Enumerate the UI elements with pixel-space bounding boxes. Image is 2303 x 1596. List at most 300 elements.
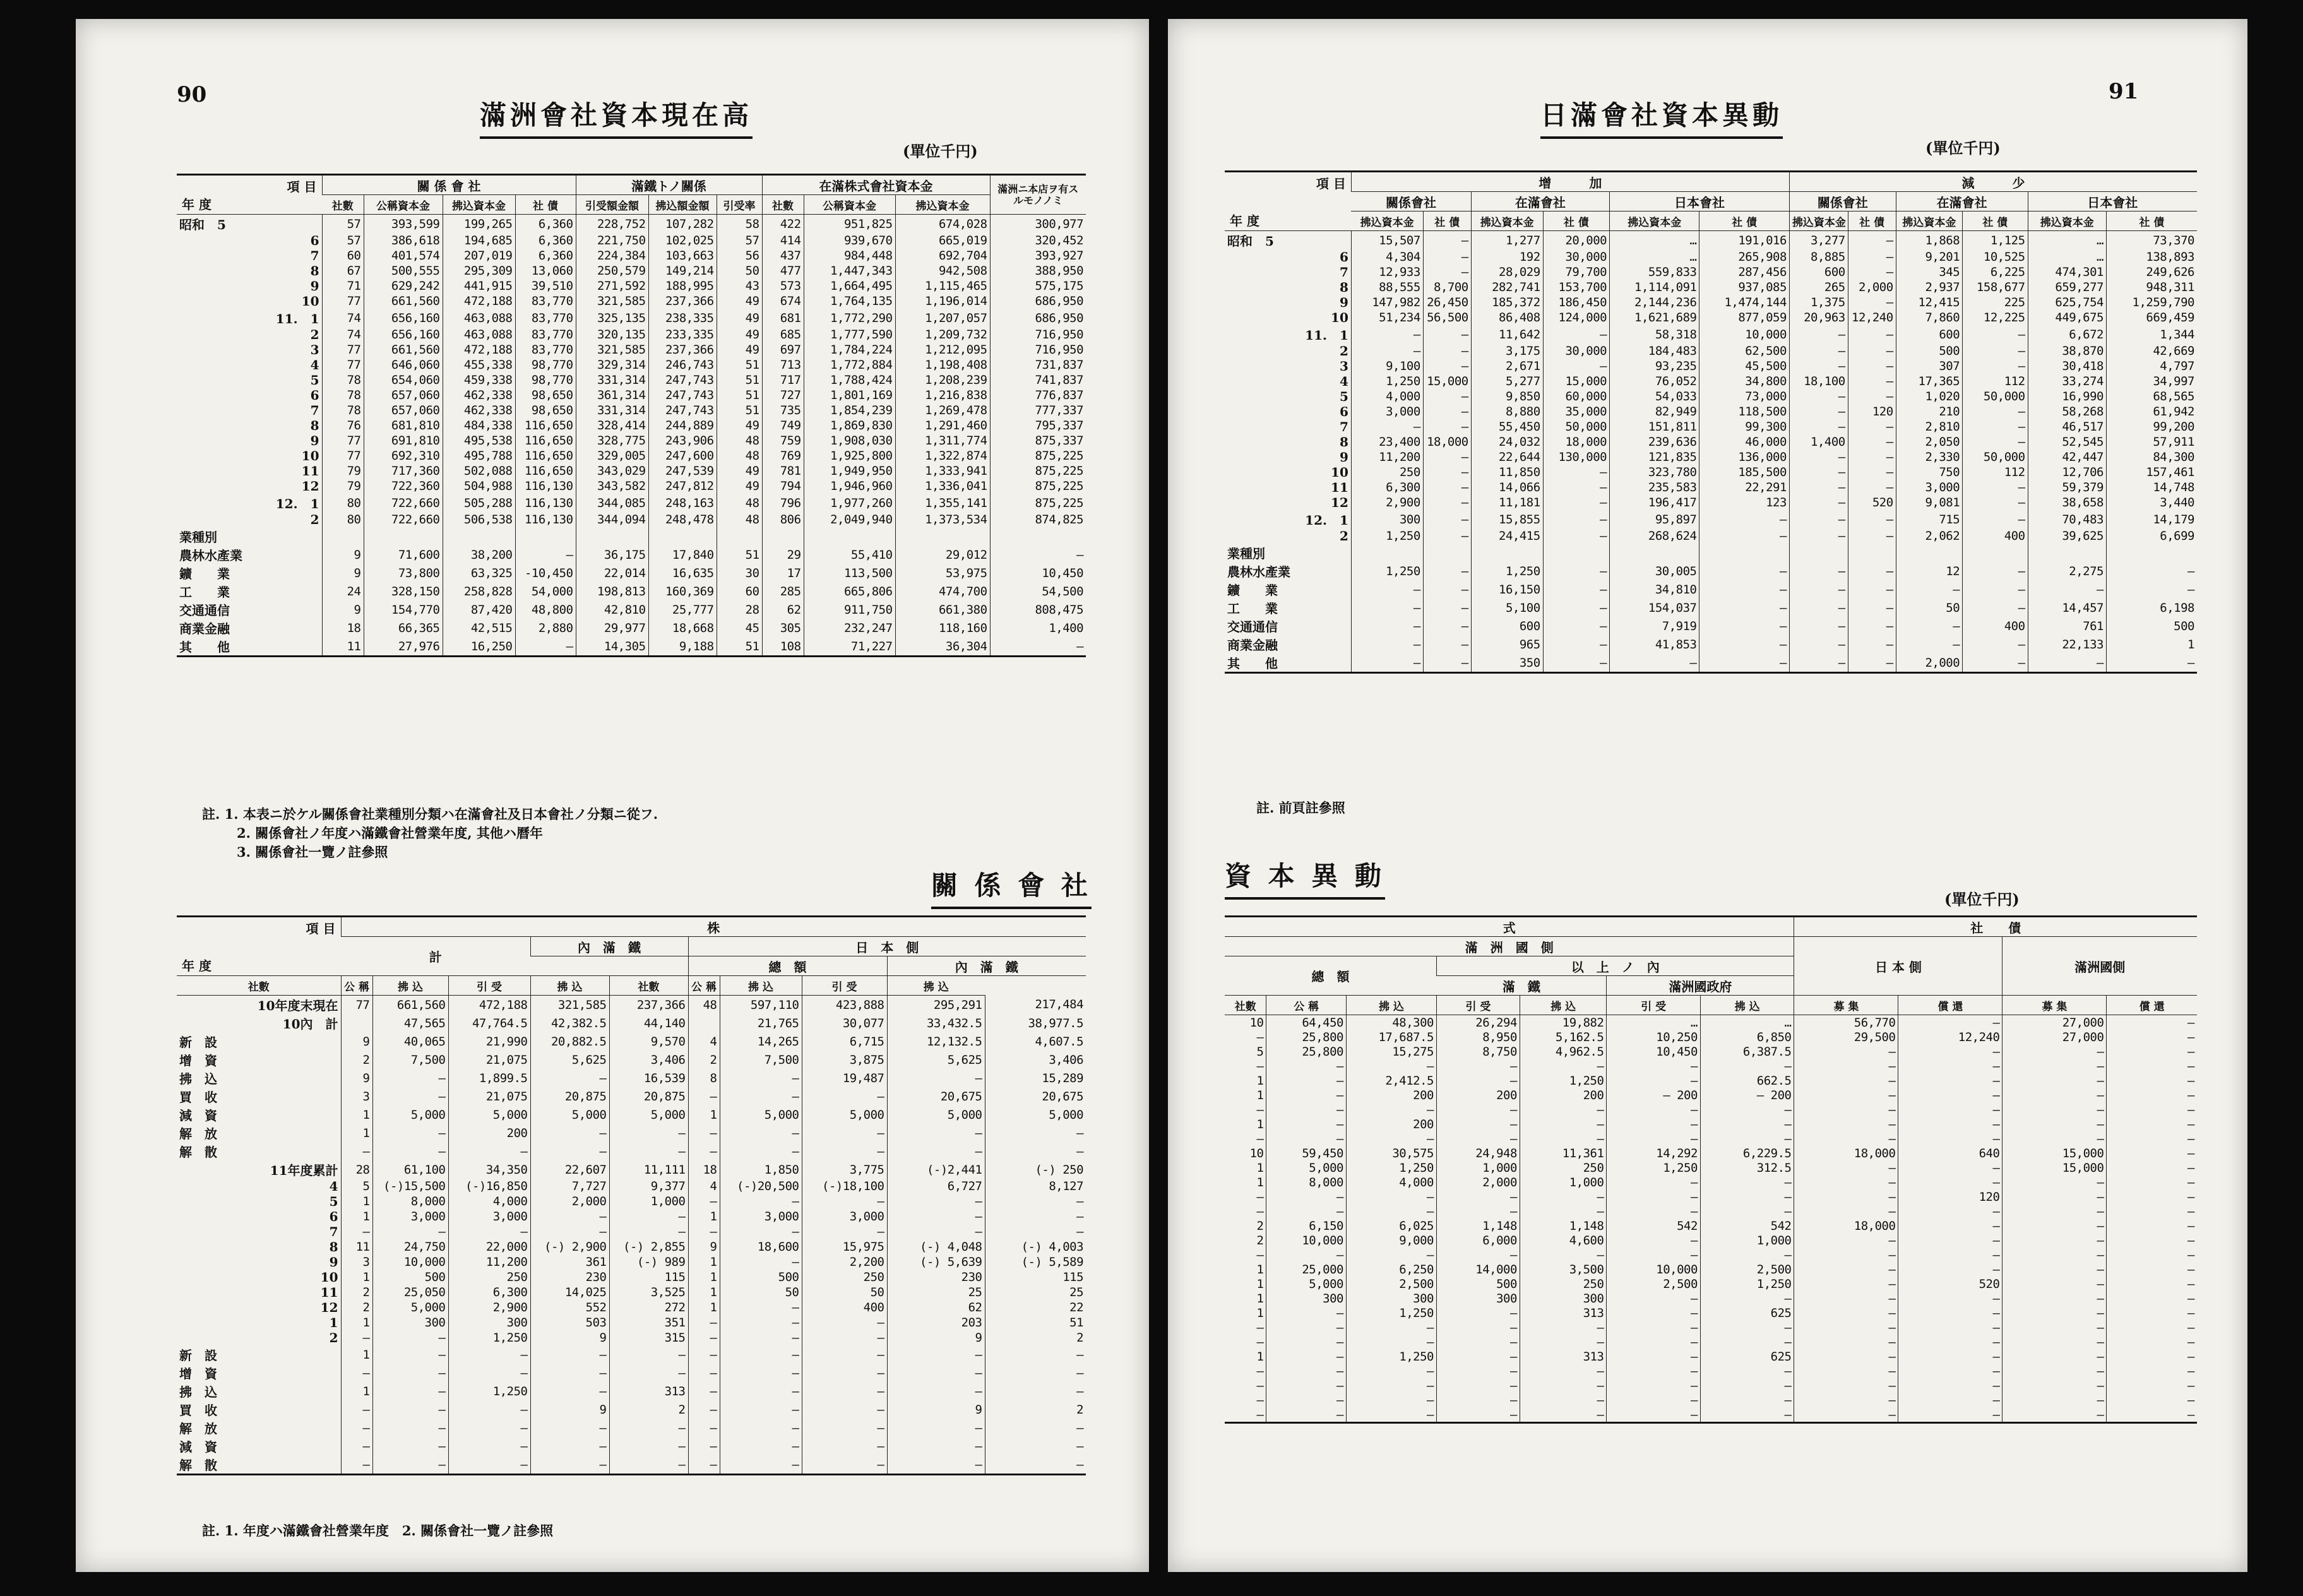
table-cell: 313 bbox=[609, 1382, 688, 1400]
table-cell: 640 bbox=[1898, 1146, 2002, 1160]
table-cell: — bbox=[530, 1455, 609, 1475]
table-cell: 477 bbox=[762, 263, 804, 278]
table-cell: — bbox=[1700, 1364, 1794, 1378]
column-header: 拂 込 bbox=[1700, 996, 1794, 1015]
table-cell: — bbox=[530, 1069, 609, 1087]
table-cell: 665,806 bbox=[804, 582, 895, 600]
table-cell: (-) 989 bbox=[609, 1254, 688, 1270]
subgroup-header: 以 上 ノ 內 bbox=[1436, 956, 1794, 976]
table-cell: 984,448 bbox=[804, 248, 895, 263]
table-cell: 2,330 bbox=[1896, 450, 1962, 465]
table-cell: 38,658 bbox=[2028, 495, 2106, 510]
table-cell: 1,148 bbox=[1520, 1218, 1606, 1233]
table-cell: — bbox=[1898, 1117, 2002, 1131]
table-cell: — bbox=[1520, 1320, 1606, 1335]
table-cell: — bbox=[530, 1345, 609, 1364]
header-item-year bbox=[177, 917, 341, 976]
table-cell: — bbox=[1266, 1335, 1346, 1349]
table-cell: — bbox=[1266, 1248, 1346, 1262]
table-cell: 1,208,239 bbox=[895, 372, 990, 388]
table-cell: 542 bbox=[1700, 1218, 1794, 1233]
table-cell: 1,250 bbox=[1346, 1349, 1436, 1364]
table-cell: 15,975 bbox=[802, 1239, 887, 1254]
table-cell: 1,925,800 bbox=[804, 448, 895, 463]
table-cell: 315 bbox=[609, 1330, 688, 1345]
table-cell: 29,977 bbox=[576, 619, 648, 637]
table-cell: 12,240 bbox=[1848, 310, 1896, 325]
table-cell: 233,335 bbox=[648, 327, 717, 342]
table-row bbox=[1225, 343, 2197, 359]
table-cell: — bbox=[1794, 1248, 1898, 1262]
table-row bbox=[177, 1285, 1086, 1300]
table-cell: — bbox=[2002, 1393, 2107, 1407]
table-row bbox=[1225, 1291, 2197, 1306]
row-label: 5 bbox=[1339, 389, 1348, 404]
table-cell: 35,000 bbox=[1543, 404, 1609, 419]
table-cell: 8,880 bbox=[1471, 404, 1543, 419]
table-cell: — bbox=[1848, 325, 1896, 343]
table-row bbox=[177, 1087, 1086, 1105]
table-cell: — bbox=[609, 1224, 688, 1239]
table-row bbox=[1225, 562, 2197, 580]
table-cell: 717 bbox=[762, 372, 804, 388]
table-cell: — bbox=[1266, 1131, 1346, 1146]
table-cell: 116,130 bbox=[515, 494, 576, 512]
subgroup-header: 滿 鐵 bbox=[1436, 976, 1606, 996]
table-cell: — bbox=[1607, 1335, 1700, 1349]
table-cell: 1 bbox=[688, 1270, 720, 1285]
row-label: 工 業 bbox=[179, 585, 230, 600]
table-cell: 1 bbox=[688, 1254, 720, 1270]
table-cell: 495,788 bbox=[443, 448, 515, 463]
table-cell: — bbox=[609, 1364, 688, 1382]
right-page bbox=[1168, 19, 2247, 1572]
table-cell: 1 bbox=[341, 1209, 372, 1224]
table-cell: 200 bbox=[1436, 1088, 1520, 1102]
table-cell: 325,135 bbox=[576, 309, 648, 327]
table-cell: 130,000 bbox=[1543, 450, 1609, 465]
subgroup-header: 總 額 bbox=[688, 956, 887, 976]
table-cell: 83,770 bbox=[515, 327, 576, 342]
table-cell: 1 bbox=[1256, 1277, 1264, 1291]
table-cell: 50,000 bbox=[1963, 389, 2028, 404]
table-row bbox=[177, 1364, 1086, 1382]
table-cell: 665,019 bbox=[895, 233, 990, 248]
page-number-right: 91 bbox=[2109, 79, 2139, 104]
table-row bbox=[1225, 325, 2197, 343]
table-cell: 53,975 bbox=[895, 564, 990, 582]
table-cell: 502,088 bbox=[443, 463, 515, 479]
table-cell: 51 bbox=[717, 388, 762, 403]
subgroup-header: 內 滿 鐵 bbox=[530, 937, 688, 956]
table-cell: 136,000 bbox=[1699, 450, 1789, 465]
table-cell: — bbox=[1789, 510, 1848, 528]
table-cell: 3,000 bbox=[448, 1209, 530, 1224]
table-cell: 312.5 bbox=[1700, 1160, 1794, 1175]
table-cell: — bbox=[1256, 1189, 1264, 1204]
table-cell: 154,770 bbox=[364, 600, 443, 619]
table-cell: 659,277 bbox=[2028, 280, 2106, 295]
column-header: 拂 込 bbox=[372, 976, 448, 996]
table-cell: — bbox=[1898, 1393, 2002, 1407]
table-cell: 79,700 bbox=[1543, 265, 1609, 280]
table-cell: — bbox=[2106, 580, 2197, 598]
table-cell: — bbox=[1607, 1407, 1700, 1423]
table-cell: — bbox=[1607, 1306, 1700, 1320]
column-header: 社 債 bbox=[1543, 211, 1609, 231]
table-cell: 455,338 bbox=[443, 357, 515, 372]
table-cell: — bbox=[1543, 528, 1609, 544]
column-header: 社 債 bbox=[1423, 211, 1471, 231]
row-label: 2 bbox=[310, 512, 319, 527]
table-cell: 124,000 bbox=[1543, 310, 1609, 325]
header-year: 年 度 bbox=[1230, 213, 1259, 229]
table-cell: 250 bbox=[1520, 1277, 1606, 1291]
table-cell: 80 bbox=[322, 494, 364, 512]
row-label: 8 bbox=[1339, 434, 1348, 450]
table-cell: 151,811 bbox=[1610, 419, 1699, 434]
table-cell: — bbox=[1963, 404, 2028, 419]
table-row bbox=[177, 1382, 1086, 1400]
table-cell: 4,000 bbox=[1351, 389, 1423, 404]
table-cell: — bbox=[609, 1209, 688, 1224]
table-cell: — bbox=[1266, 1349, 1346, 1364]
table-cell: 1,000 bbox=[1520, 1175, 1606, 1189]
table-cell: — bbox=[341, 1330, 372, 1345]
table-row bbox=[177, 1179, 1086, 1194]
table-row bbox=[1225, 280, 2197, 295]
row-label: 11. 1 bbox=[275, 311, 319, 326]
subgroup-header: 日本會社 bbox=[2028, 192, 2197, 211]
table-cell: 20,000 bbox=[1543, 231, 1609, 250]
table-cell: — bbox=[1256, 1248, 1264, 1262]
table-cell: 462,338 bbox=[443, 388, 515, 403]
table-cell: 54,000 bbox=[515, 582, 576, 600]
table-cell: — bbox=[2002, 1335, 2107, 1349]
table-cell: — bbox=[1700, 1059, 1794, 1073]
table-cell: 10,000 bbox=[1607, 1262, 1700, 1277]
column-header: 拂 込 bbox=[530, 976, 609, 996]
table-cell: — bbox=[448, 1364, 530, 1382]
table-cell: 2,412.5 bbox=[1346, 1073, 1436, 1088]
table-cell: 6,250 bbox=[1346, 1262, 1436, 1277]
table-cell: 48,800 bbox=[515, 600, 576, 619]
table-cell: (-) 2,900 bbox=[530, 1239, 609, 1254]
table-row bbox=[177, 1239, 1086, 1254]
table-row bbox=[177, 512, 1086, 527]
table-cell: 13,060 bbox=[515, 263, 576, 278]
row-label: 減 資 bbox=[179, 1108, 217, 1123]
table-cell: — bbox=[1848, 249, 1896, 265]
table-cell: 7,500 bbox=[372, 1051, 448, 1069]
table-cell: 361 bbox=[530, 1254, 609, 1270]
table-cell: — bbox=[372, 1124, 448, 1142]
table-cell: — bbox=[1520, 1102, 1606, 1117]
table-cell: 57 bbox=[322, 215, 364, 234]
table-cell: 12 bbox=[1896, 562, 1962, 580]
table-cell: 225 bbox=[1963, 295, 2028, 310]
table-cell: — bbox=[1351, 325, 1423, 343]
table-cell: 3,406 bbox=[985, 1051, 1086, 1069]
table-cell: — bbox=[372, 1142, 448, 1160]
table-cell: 662.5 bbox=[1700, 1073, 1794, 1088]
table-cell: — bbox=[1794, 1233, 1898, 1248]
table-cell: 9,000 bbox=[1346, 1233, 1436, 1248]
row-label: 5 bbox=[310, 372, 319, 388]
table-cell: — bbox=[1610, 653, 1699, 673]
table-cell: 199,265 bbox=[443, 215, 515, 234]
table-cell: — bbox=[1699, 635, 1789, 653]
table-cell: — bbox=[1543, 635, 1609, 653]
table-cell bbox=[2028, 544, 2106, 562]
table-cell: — bbox=[448, 1142, 530, 1160]
table-cell: — bbox=[985, 1124, 1086, 1142]
table-cell: — bbox=[1898, 1378, 2002, 1393]
table-cell: — bbox=[1789, 562, 1848, 580]
table-cell: — bbox=[1520, 1131, 1606, 1146]
table-cell: — bbox=[1794, 1306, 1898, 1320]
table-cell: 250 bbox=[1351, 465, 1423, 480]
table-cell: 321,585 bbox=[576, 294, 648, 309]
table-cell: 83,770 bbox=[515, 294, 576, 309]
table-cell: 42,447 bbox=[2028, 450, 2106, 465]
table-cell: — bbox=[1898, 1364, 2002, 1378]
table-cell bbox=[2106, 544, 2197, 562]
table-cell: 3,000 bbox=[372, 1209, 448, 1224]
table-cell: — bbox=[1607, 1378, 1700, 1393]
table-row bbox=[177, 1330, 1086, 1345]
table-cell: (-) 2,855 bbox=[609, 1239, 688, 1254]
table-cell: 1,000 bbox=[1436, 1160, 1520, 1175]
table-cell: 41,853 bbox=[1610, 635, 1699, 653]
table-cell: 1,474,144 bbox=[1699, 295, 1789, 310]
unit-right: (單位千円) bbox=[1925, 139, 2001, 157]
table-row bbox=[1225, 495, 2197, 510]
table-cell: — bbox=[1520, 1248, 1606, 1262]
table-cell: 5,277 bbox=[1471, 374, 1543, 389]
table-cell: 48 bbox=[717, 448, 762, 463]
table-cell: 25,800 bbox=[1266, 1030, 1346, 1044]
table-cell: 9,188 bbox=[648, 637, 717, 657]
table-cell: 2 bbox=[341, 1051, 372, 1069]
table-cell: — bbox=[1789, 480, 1848, 495]
table-cell: 265,908 bbox=[1699, 249, 1789, 265]
table-cell bbox=[990, 527, 1086, 545]
table-row bbox=[1225, 1059, 2197, 1073]
table-cell: 1,949,950 bbox=[804, 463, 895, 479]
table-cell: — bbox=[1351, 635, 1423, 653]
table-cell: — bbox=[1700, 1378, 1794, 1393]
table-cell: — bbox=[2107, 1320, 2197, 1335]
table-cell: — bbox=[1789, 653, 1848, 673]
table-cell: 48 bbox=[688, 996, 720, 1015]
table-cell: 777,337 bbox=[990, 403, 1086, 418]
table-cell: — bbox=[1898, 1233, 2002, 1248]
table-cell: — bbox=[887, 1142, 985, 1160]
table-cell: 49 bbox=[717, 342, 762, 357]
table-cell: 285 bbox=[762, 582, 804, 600]
table-row bbox=[1225, 1218, 2197, 1233]
table-cell: — bbox=[1266, 1088, 1346, 1102]
table-cell: — bbox=[802, 1382, 887, 1400]
row-label: 2 bbox=[329, 1330, 338, 1345]
table-cell: 51 bbox=[717, 637, 762, 657]
table-cell: — bbox=[720, 1194, 802, 1209]
table-cell: 244,889 bbox=[648, 418, 717, 433]
table-cell: 192 bbox=[1471, 249, 1543, 265]
table-cell: — bbox=[372, 1400, 448, 1419]
table-cell: 160,369 bbox=[648, 582, 717, 600]
table-cell: — bbox=[530, 1124, 609, 1142]
table-cell: — bbox=[1266, 1189, 1346, 1204]
table-row bbox=[1225, 231, 2197, 250]
table-cell: 2,500 bbox=[1607, 1277, 1700, 1291]
table-row bbox=[1225, 635, 2197, 653]
table-cell: — bbox=[1794, 1160, 1898, 1175]
table-cell: 25 bbox=[887, 1285, 985, 1300]
table-cell: 1,000 bbox=[609, 1194, 688, 1209]
column-header: 拂込資本金 bbox=[1471, 211, 1543, 231]
row-label: 4 bbox=[329, 1179, 338, 1194]
table-cell: 17,840 bbox=[648, 545, 717, 564]
table-cell: — bbox=[1794, 1407, 1898, 1423]
table-row bbox=[177, 527, 1086, 545]
table-cell: — bbox=[1898, 1059, 2002, 1073]
table-cell: — bbox=[1848, 653, 1896, 673]
table-cell: — bbox=[1700, 1291, 1794, 1306]
table-row bbox=[1225, 465, 2197, 480]
table-cell: 806 bbox=[762, 512, 804, 527]
table-row bbox=[177, 309, 1086, 327]
table-cell: 1,148 bbox=[1436, 1218, 1520, 1233]
table-cell: — bbox=[887, 1455, 985, 1475]
table-cell: (-)15,500 bbox=[372, 1179, 448, 1194]
table-cell: — bbox=[1256, 1131, 1264, 1146]
table-cell: 722,660 bbox=[364, 494, 443, 512]
table-cell: — bbox=[2002, 1291, 2107, 1306]
table-cell: 61,100 bbox=[372, 1160, 448, 1179]
table-cell: 123 bbox=[1699, 495, 1789, 510]
table-cell: 83,770 bbox=[515, 342, 576, 357]
table-row bbox=[177, 388, 1086, 403]
table-row bbox=[1225, 1088, 2197, 1102]
table-cell: — bbox=[688, 1087, 720, 1105]
table-cell: 1,333,941 bbox=[895, 463, 990, 479]
group-header: 滿洲國側 bbox=[2002, 937, 2197, 996]
table-cell: 232,247 bbox=[804, 619, 895, 637]
table-cell: — bbox=[1346, 1320, 1436, 1335]
table-cell: — bbox=[1436, 1204, 1520, 1218]
table-cell: 6,300 bbox=[1351, 480, 1423, 495]
group-header: 日 本 側 bbox=[1794, 937, 2002, 996]
row-label: 12. 1 bbox=[1305, 513, 1348, 528]
table-cell: 153,700 bbox=[1543, 280, 1609, 295]
column-header: 社數 bbox=[322, 195, 364, 215]
table-cell: 520 bbox=[1898, 1277, 2002, 1291]
table-cell: 300 bbox=[448, 1315, 530, 1330]
table-cell: — bbox=[985, 1194, 1086, 1209]
table-cell: 328,775 bbox=[576, 433, 648, 448]
table-cell: 741,837 bbox=[990, 372, 1086, 388]
table-cell: — bbox=[1963, 343, 2028, 359]
table-cell: — bbox=[1266, 1378, 1346, 1393]
table-cell: — bbox=[1963, 480, 2028, 495]
table-row bbox=[1225, 1117, 2197, 1131]
table-cell: 661,560 bbox=[364, 342, 443, 357]
table-cell: — bbox=[1898, 1015, 2002, 1030]
table-cell: — bbox=[1607, 1175, 1700, 1189]
table-cell: 1 bbox=[1256, 1117, 1264, 1131]
table-cell: 6,000 bbox=[1436, 1233, 1520, 1248]
table-cell: 107,282 bbox=[648, 215, 717, 234]
table-cell: — bbox=[1436, 1059, 1520, 1073]
table-cell: 1,216,838 bbox=[895, 388, 990, 403]
table-cell: 116,130 bbox=[515, 512, 576, 527]
row-label: 拂 込 bbox=[179, 1071, 217, 1087]
table-cell: — bbox=[1436, 1073, 1520, 1088]
group-header: 株 bbox=[341, 917, 1086, 937]
table-cell: 11,850 bbox=[1471, 465, 1543, 480]
column-header: 公稱資本金 bbox=[804, 195, 895, 215]
column-header: 引 受 bbox=[448, 976, 530, 996]
table-cell: 474,301 bbox=[2028, 265, 2106, 280]
table-cell: — bbox=[1520, 1378, 1606, 1393]
table-cell: — bbox=[1607, 1117, 1700, 1131]
table-cell: — bbox=[1423, 562, 1471, 580]
table-cell: 1 bbox=[341, 1124, 372, 1142]
table-row bbox=[1225, 310, 2197, 325]
table-cell: 246,743 bbox=[648, 357, 717, 372]
table-cell: 71,227 bbox=[804, 637, 895, 657]
table-cell: (-)18,100 bbox=[802, 1179, 887, 1194]
table-cell: 112 bbox=[1963, 374, 2028, 389]
note-line: 註. 前頁註參照 bbox=[1256, 800, 1345, 816]
table-cell: 39,625 bbox=[2028, 528, 2106, 544]
table-cell: 26,450 bbox=[1423, 295, 1471, 310]
table-cell: 71,600 bbox=[364, 545, 443, 564]
table-cell: — bbox=[688, 1400, 720, 1419]
table-cell: 73,000 bbox=[1699, 389, 1789, 404]
table-cell: 116,650 bbox=[515, 433, 576, 448]
column-header: 社 債 bbox=[515, 195, 576, 215]
table-row bbox=[1225, 1378, 2197, 1393]
table-row bbox=[177, 1224, 1086, 1239]
table-cell: — bbox=[688, 1142, 720, 1160]
notes-table2 bbox=[202, 1522, 553, 1540]
table-cell: 328,414 bbox=[576, 418, 648, 433]
table-cell: — bbox=[1256, 1204, 1264, 1218]
table-cell: 24,948 bbox=[1436, 1146, 1520, 1160]
table-cell: 1,291,460 bbox=[895, 418, 990, 433]
table-cell: — bbox=[1963, 495, 2028, 510]
row-label: 8 bbox=[310, 418, 319, 433]
row-label: 業種別 bbox=[179, 530, 217, 545]
table-cell: 30 bbox=[717, 564, 762, 582]
table-row bbox=[177, 327, 1086, 342]
table-cell bbox=[1351, 544, 1423, 562]
table-cell: 2,049,940 bbox=[804, 512, 895, 527]
table-cell: — bbox=[688, 1124, 720, 1142]
table-cell: 22,000 bbox=[448, 1239, 530, 1254]
table-cell: 474,700 bbox=[895, 582, 990, 600]
table-cell: 33,432.5 bbox=[887, 1014, 985, 1032]
table-cell: 1,977,260 bbox=[804, 494, 895, 512]
table-cell: — bbox=[530, 1382, 609, 1400]
table-cell: 98,770 bbox=[515, 357, 576, 372]
table-cell: 49 bbox=[717, 294, 762, 309]
table-cell: 597,110 bbox=[720, 996, 802, 1015]
table-cell: 121,835 bbox=[1610, 450, 1699, 465]
